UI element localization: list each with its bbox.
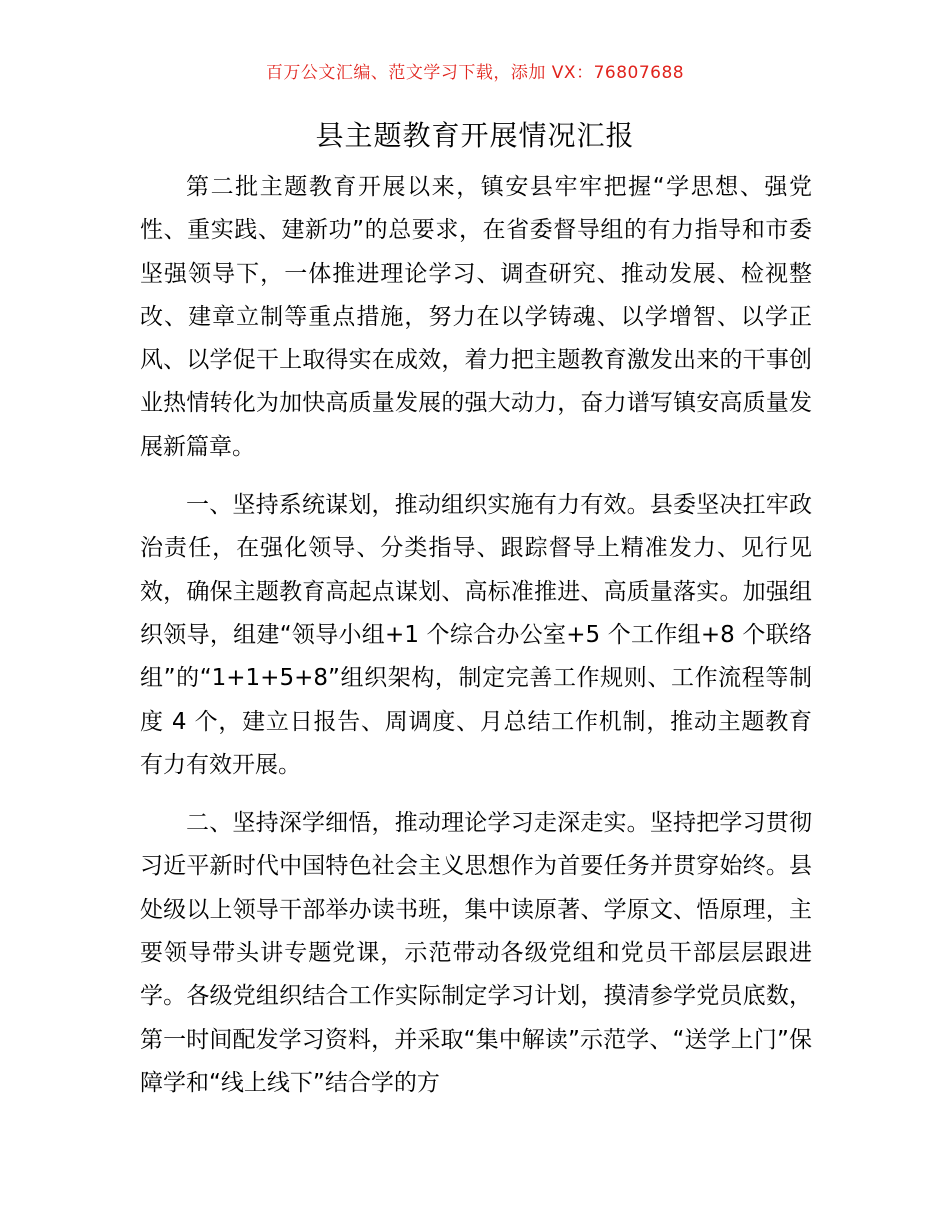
document-body (140, 166, 812, 1105)
paragraph-section-2: 二、坚持深学细悟，推动理论学习走深走实。坚持把学习贯彻习近平新时代中国特色社会主义思想作为首要任务并贯穿始终。县处级以上领导干部举办读书班，集中读原著、学原文、悟原理，主要领导带头讲专题党课，示范带动各级党组和党员干部层层跟进学。各级党组织结合工作实际制定学习计划，摸清参学党员底数，第一时间配发学习资料，并采取“集中解读”示范学、“送学上门”保障学和“线上线下”结合学的方 (140, 810, 812, 1096)
header-contact-note: 百万公文汇编、范文学习下载，添加 VX：76807688 (265, 63, 685, 83)
paragraph-section-1: 一、坚持系统谋划，推动组织实施有力有效。县委坚决扛牢政治责任，在强化领导、分类指导、跟踪督导上精准发力、见行见效，确保主题教育高起点谋划、高标准推进、高质量落实。加强组织领导，组建“领导小组+1 个综合办公室+5 个工作组+8 个联络组”的“1+1+5+8”组织架构，制定完善工作规则、工作流程等制度 4 个，建立日报告、周调度、月总结工作机制，推动主题教育有力有效开展。 (140, 492, 812, 778)
paragraph-intro: 第二批主题教育开展以来，镇安县牢牢把握“学思想、强党性、重实践、建新功”的总要求，在省委督导组的有力指导和市委坚强领导下，一体推进理论学习、调查研究、推动发展、检视整改、建章立制等重点措施，努力在以学铸魂、以学增智、以学正风、以学促干上取得实在成效，着力把主题教育激发出来的干事创业热情转化为加快高质量发展的强大动力，奋力谱写镇安高质量发展新篇章。 (140, 174, 812, 460)
document-title: 县主题教育开展情况汇报 (315, 119, 635, 152)
